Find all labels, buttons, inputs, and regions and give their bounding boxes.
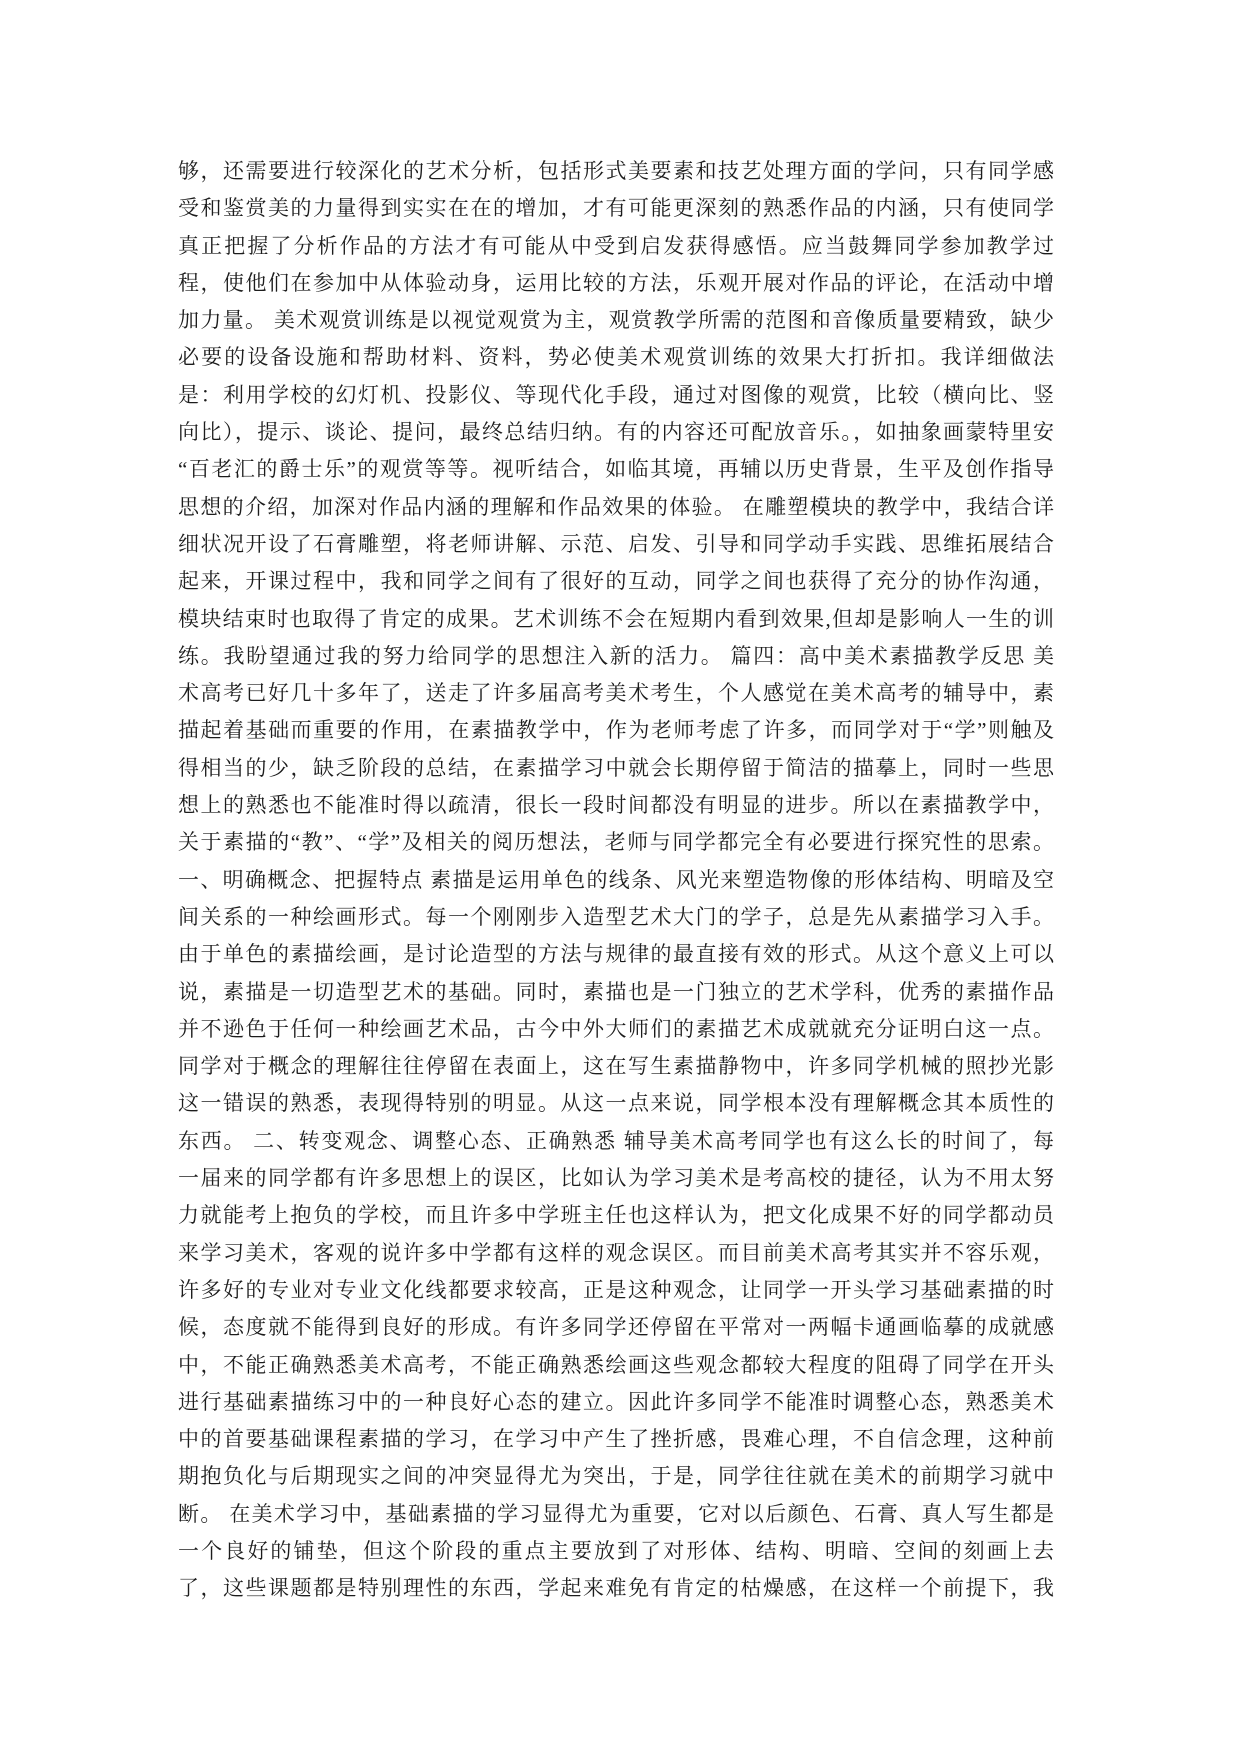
- text-line: 必要的设备设施和帮助材料、资料，势必使美术观赏训练的效果大打折扣。我详细做法: [178, 345, 1054, 370]
- text-line: 并不逊色于任何一种绘画艺术品，古今中外大师们的素描艺术成就就充分证明白这一点。: [178, 1016, 1054, 1041]
- text-line: 起来，开课过程中，我和同学之间有了很好的互动，同学之间也获得了充分的协作沟通，: [178, 569, 1054, 594]
- text-line: 得相当的少，缺乏阶段的总结，在素描学习中就会长期停留于简洁的描摹上，同时一些思: [178, 755, 1054, 780]
- text-line: 关于素描的“教”、“学”及相关的阅历想法，老师与同学都完全有必要进行探究性的思索。: [178, 830, 1054, 855]
- text-line: 了，这些课题都是特别理性的东西，学起来难免有肯定的枯燥感，在这样一个前提下，我: [178, 1576, 1054, 1601]
- text-line: 期抱负化与后期现实之间的冲突显得尤为突出，于是，同学往往就在美术的前期学习就中: [178, 1464, 1054, 1489]
- text-line: 够，还需要进行较深化的艺术分析，包括形式美要素和技艺处理方面的学问，只有同学感: [178, 159, 1054, 183]
- text-line: 由于单色的素描绘画，是讨论造型的方法与规律的最直接有效的形式。从这个意义上可以: [178, 942, 1054, 967]
- text-line: 模块结束时也取得了肯定的成果。艺术训练不会在短期内看到效果,但却是影响人一生的训: [178, 606, 1054, 631]
- text-line: 同学对于概念的理解往往停留在表面上，这在写生素描静物中，许多同学机械的照抄光影: [178, 1054, 1054, 1079]
- text-line: 术高考已好几十多年了，送走了许多届高考美术考生，个人感觉在美术高考的辅导中，素: [178, 681, 1054, 706]
- text-line: 程，使他们在参加中从体验动身，运用比较的方法，乐观开展对作品的评论，在活动中增: [178, 270, 1054, 295]
- document-text-block: [178, 153, 1054, 1608]
- text-line: 进行基础素描练习中的一种良好心态的建立。因此许多同学不能准时调整心态，熟悉美术: [178, 1389, 1054, 1414]
- text-line: 真正把握了分析作品的方法才有可能从中受到启发获得感悟。应当鼓舞同学参加教学过: [178, 233, 1054, 258]
- text-line: 一个良好的铺垫，但这个阶段的重点主要放到了对形体、结构、明暗、空间的刻画上去: [178, 1538, 1054, 1563]
- text-line: 东西。 二、转变观念、调整心态、正确熟悉 辅导美术高考同学也有这么长的时间了，每: [178, 1128, 1054, 1153]
- text-line: 间关系的一种绘画形式。每一个刚刚步入造型艺术大门的学子，总是先从素描学习入手。: [178, 904, 1054, 929]
- text-line: 这一错误的熟悉，表现得特别的明显。从这一点来说，同学根本没有理解概念其本质性的: [178, 1091, 1054, 1116]
- text-line: 是：利用学校的幻灯机、投影仪、等现代化手段，通过对图像的观赏，比较（横向比、竖: [178, 382, 1054, 407]
- text-line: 候，态度就不能得到良好的形成。有许多同学还停留在平常对一两幅卡通画临摹的成就感: [178, 1315, 1054, 1340]
- text-line: 受和鉴赏美的力量得到实实在在的增加，才有可能更深刻的熟悉作品的内涵，只有使同学: [178, 196, 1054, 221]
- text-line: 练。我盼望通过我的努力给同学的思想注入新的活力。 篇四：高中美术素描教学反思 美: [178, 643, 1054, 668]
- text-line: 想上的熟悉也不能准时得以疏清，很长一段时间都没有明显的进步。所以在素描教学中，: [178, 793, 1054, 818]
- text-line: 向比），提示、谈论、提问，最终总结归纳。有的内容还可配放音乐。，如抽象画蒙特里安: [178, 420, 1054, 445]
- text-line: 一届来的同学都有许多思想上的误区，比如认为学习美术是考高校的捷径，认为不用太努: [178, 1166, 1054, 1191]
- text-line: 来学习美术，客观的说许多中学都有这样的观念误区。而目前美术高考其实并不容乐观，: [178, 1240, 1054, 1265]
- text-line: 一、明确概念、把握特点 素描是运用单色的线条、风光来塑造物像的形体结构、明暗及空: [178, 867, 1054, 892]
- text-line: 中的首要基础课程素描的学习，在学习中产生了挫折感，畏难心理，不自信念理，这种前: [178, 1427, 1054, 1452]
- text-line: 力就能考上抱负的学校，而且许多中学班主任也这样认为，把文化成果不好的同学都动员: [178, 1203, 1054, 1228]
- text-line: 加力量。 美术观赏训练是以视觉观赏为主，观赏教学所需的范图和音像质量要精致，缺少: [178, 308, 1054, 333]
- text-line: 许多好的专业对专业文化线都要求较高，正是这种观念，让同学一开头学习基础素描的时: [178, 1277, 1054, 1302]
- text-line: 细状况开设了石膏雕塑，将老师讲解、示范、启发、引导和同学动手实践、思维拓展结合: [178, 531, 1054, 556]
- text-line: 思想的介绍，加深对作品内涵的理解和作品效果的体验。 在雕塑模块的教学中，我结合详: [178, 494, 1054, 519]
- text-line: 中，不能正确熟悉美术高考，不能正确熟悉绘画这些观念都较大程度的阻碍了同学在开头: [178, 1352, 1054, 1377]
- text-line: 描起着基础而重要的作用，在素描教学中，作为老师考虑了许多，而同学对于“学”则触及: [178, 718, 1054, 743]
- text-line: 说，素描是一切造型艺术的基础。同时，素描也是一门独立的艺术学科，优秀的素描作品: [178, 979, 1054, 1004]
- text-line: 断。 在美术学习中，基础素描的学习显得尤为重要，它对以后颜色、石膏、真人写生都是: [178, 1501, 1054, 1526]
- text-line: “百老汇的爵士乐”的观赏等等。视听结合，如临其境，再辅以历史背景，生平及创作指导: [178, 457, 1054, 482]
